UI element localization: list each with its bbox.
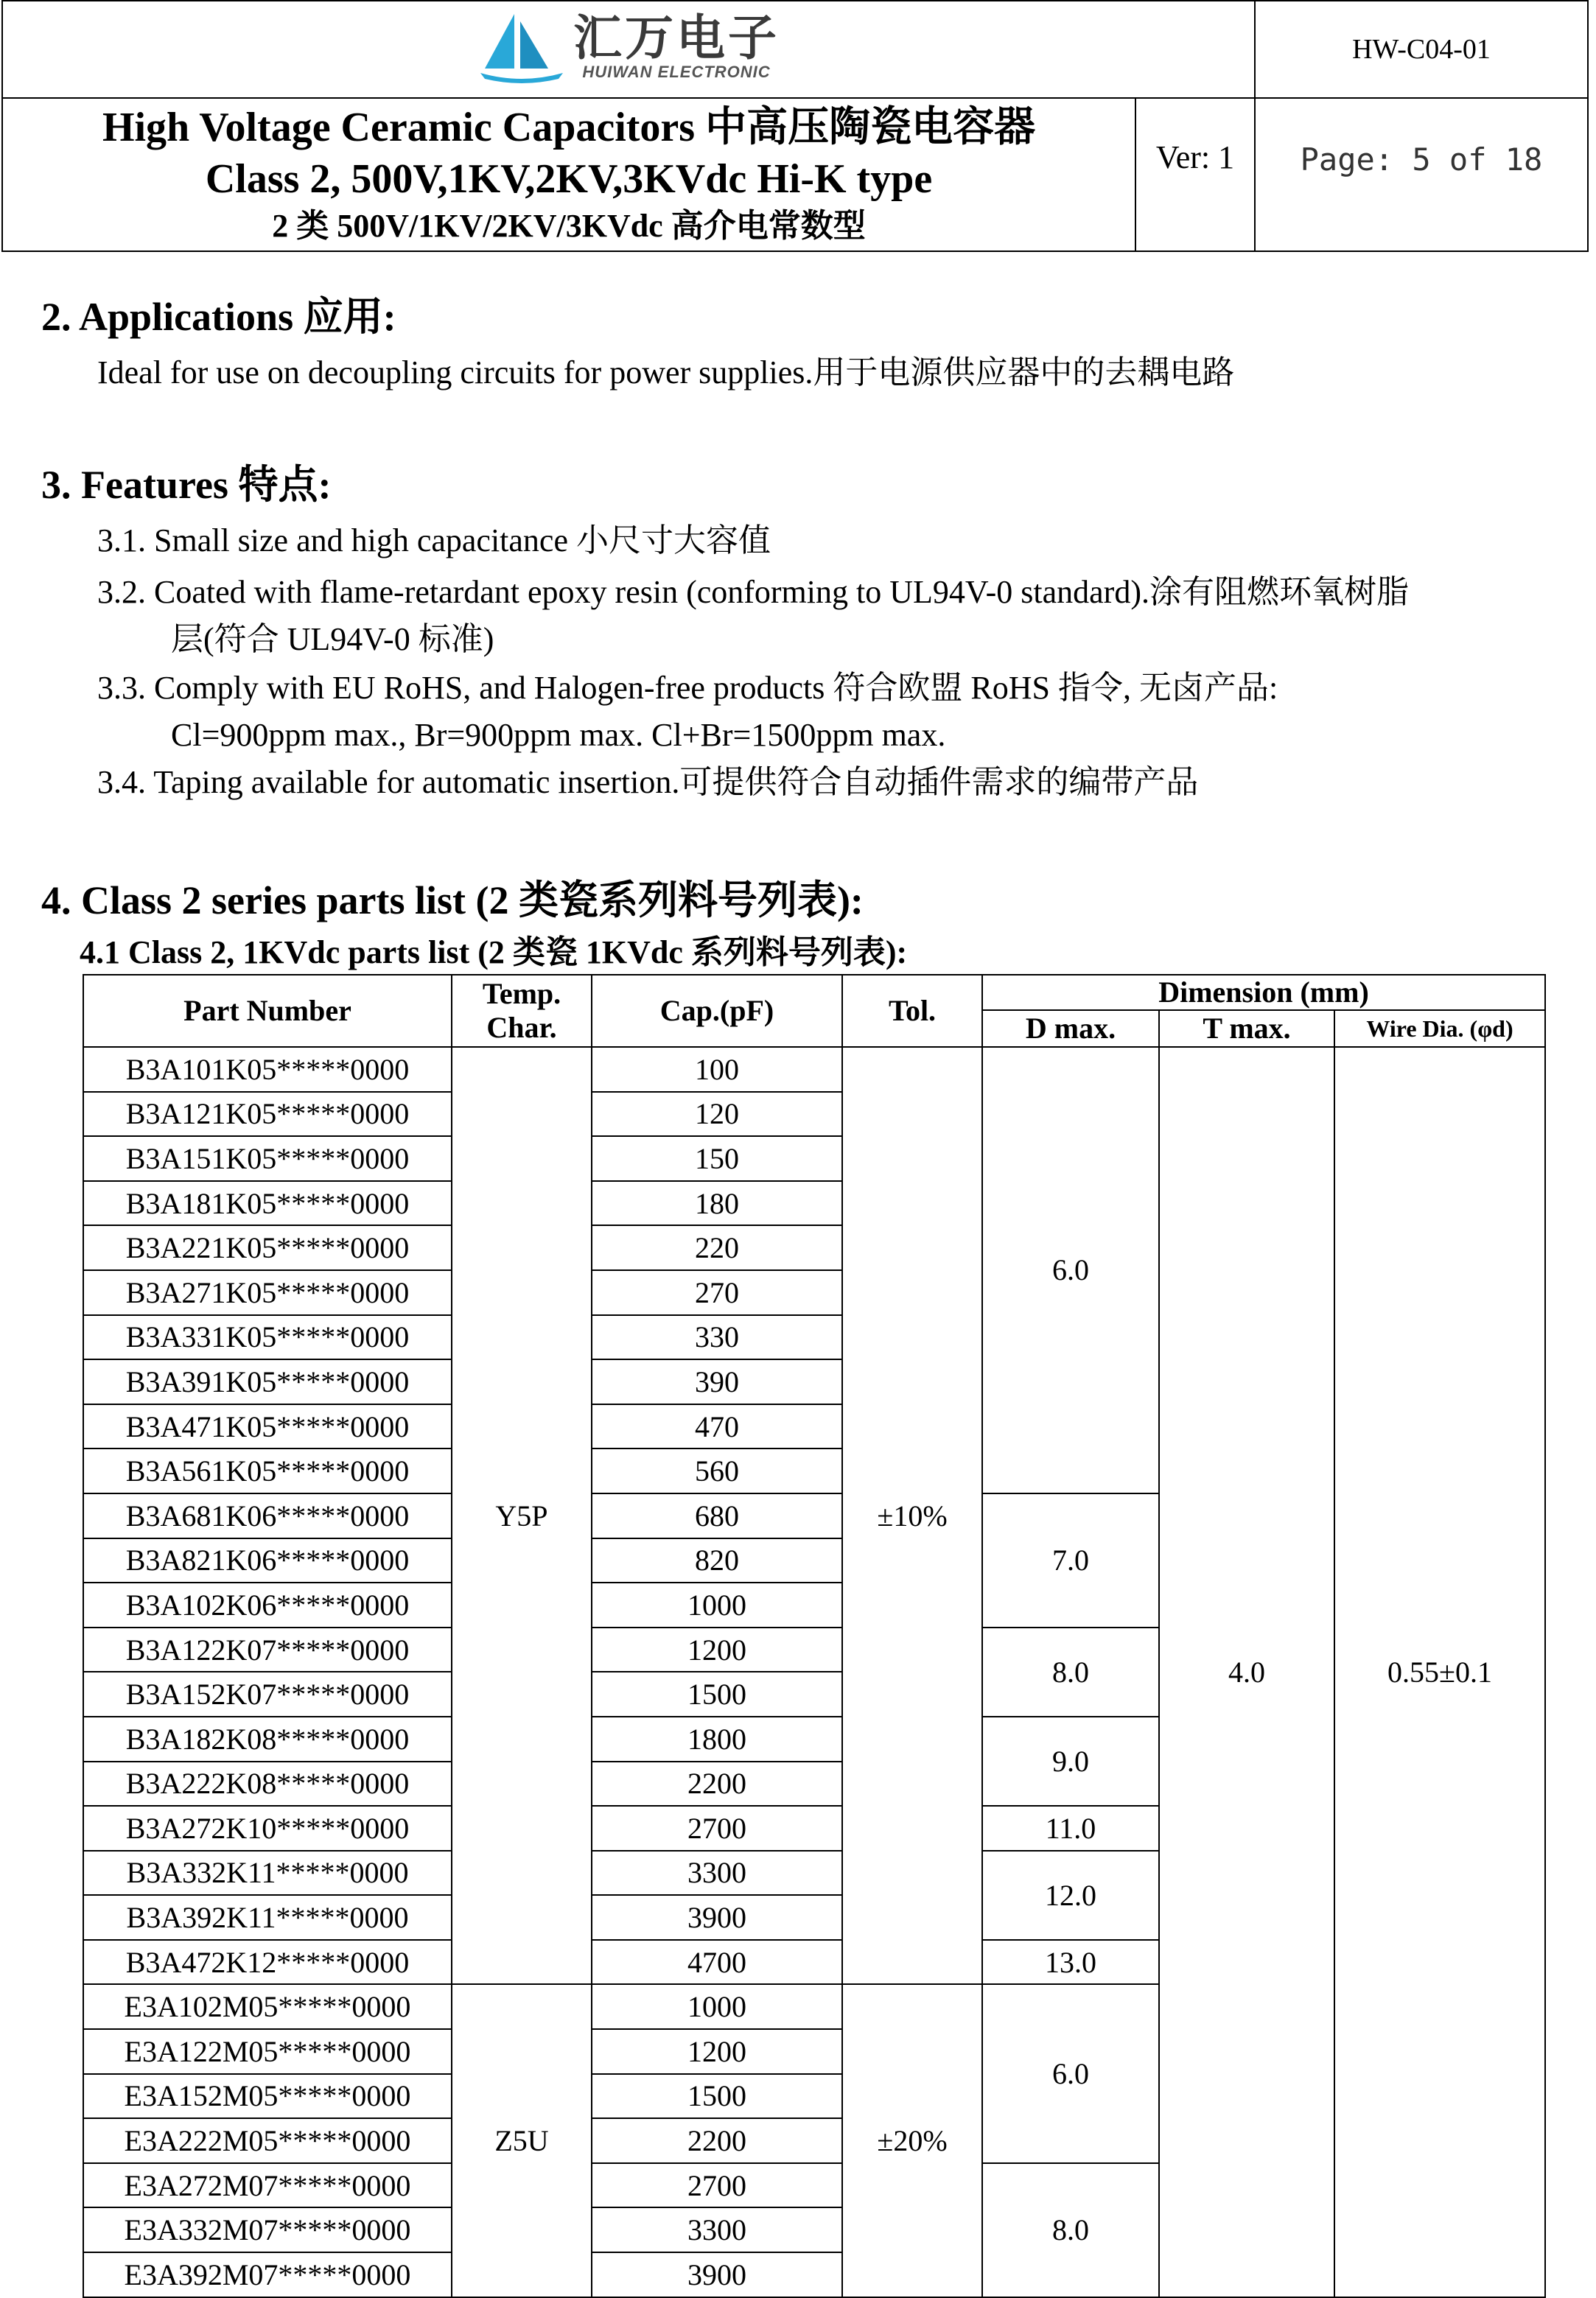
capacitance-cell: 1200 — [592, 2029, 842, 2074]
d-max-cell: 7.0 — [982, 1493, 1159, 1628]
col-header-temp-char — [452, 975, 592, 1047]
part-number-cell: B3A681K06*****0000 — [83, 1493, 452, 1538]
capacitance-cell: 3300 — [592, 2207, 842, 2252]
capacitance-cell: 1500 — [592, 2074, 842, 2119]
part-number-cell: B3A122K07*****0000 — [83, 1628, 452, 1672]
capacitance-cell: 1500 — [592, 1672, 842, 1717]
capacitance-cell: 1000 — [592, 1583, 842, 1628]
capacitance-cell: 560 — [592, 1448, 842, 1493]
version-label: Ver: 1 — [1135, 98, 1255, 251]
d-max-cell: 8.0 — [982, 1628, 1159, 1717]
part-number-cell: B3A181K05*****0000 — [83, 1181, 452, 1226]
features-heading: 3. Features 特点: — [41, 463, 332, 507]
d-max-cell: 6.0 — [982, 1984, 1159, 2162]
capacitance-cell: 330 — [592, 1315, 842, 1360]
logo-text-chinese: 汇万电子 — [573, 9, 780, 66]
document-number: HW-C04-01 — [1255, 1, 1588, 98]
capacitance-cell: 150 — [592, 1136, 842, 1181]
d-max-cell: 11.0 — [982, 1806, 1159, 1851]
col-header-dimension: Dimension (mm) — [982, 975, 1545, 1010]
document-header — [1, 0, 1587, 252]
title-cell — [2, 98, 1135, 251]
part-number-cell: E3A152M05*****0000 — [83, 2074, 452, 2119]
feature-item-2: 3.2. Coated with flame-retardant epoxy resin (conforming to UL94V-0 standard).涂有阻燃环氧树脂 — [97, 574, 1409, 610]
parts-table — [83, 974, 1546, 2298]
capacitance-cell: 2700 — [592, 2163, 842, 2208]
part-number-cell: B3A101K05*****0000 — [83, 1047, 452, 1092]
capacitance-cell: 4700 — [592, 1940, 842, 1985]
title-line-2: Class 2, 500V,1KV,2KV,3KVdc Hi-K type — [205, 156, 933, 202]
table-row — [83, 1047, 1545, 1092]
feature-item-3: 3.3. Comply with EU RoHS, and Halogen-free products 符合欧盟 RoHS 指令, 无卤产品: — [97, 670, 1278, 706]
part-number-cell: E3A272M07*****0000 — [83, 2163, 452, 2208]
capacitance-cell: 1800 — [592, 1717, 842, 1762]
logo-cell — [2, 1, 1255, 98]
parts-table-body — [83, 1047, 1545, 2297]
temp-char-line-1: Temp. — [482, 977, 561, 1010]
col-header-part-number: Part Number — [83, 975, 452, 1047]
tolerance-cell: ±20% — [842, 1984, 982, 2297]
capacitance-cell: 1000 — [592, 1984, 842, 2029]
part-number-cell: B3A152K07*****0000 — [83, 1672, 452, 1717]
part-number-cell: B3A332K11*****0000 — [83, 1851, 452, 1896]
logo-text-english: HUIWAN ELECTRONIC — [582, 62, 771, 81]
feature-item-3-cont: Cl=900ppm max., Br=900ppm max. Cl+Br=1500ppm max. — [171, 717, 946, 753]
feature-item-4: 3.4. Taping available for automatic insertion.可提供符合自动插件需求的编带产品 — [97, 764, 1199, 800]
applications-text: Ideal for use on decoupling circuits for power supplies.用于电源供应器中的去耦电路 — [97, 354, 1235, 390]
d-max-cell: 8.0 — [982, 2163, 1159, 2297]
capacitance-cell: 390 — [592, 1359, 842, 1404]
capacitance-cell: 470 — [592, 1404, 842, 1449]
d-max-cell: 6.0 — [982, 1047, 1159, 1493]
part-number-cell: B3A222K08*****0000 — [83, 1762, 452, 1807]
col-header-tolerance: Tol. — [842, 975, 982, 1047]
temp-char-cell: Z5U — [452, 1984, 592, 2297]
temp-char-cell: Y5P — [452, 1047, 592, 1984]
d-max-cell: 13.0 — [982, 1940, 1159, 1985]
capacitance-cell: 180 — [592, 1181, 842, 1226]
part-number-cell: E3A222M05*****0000 — [83, 2118, 452, 2163]
part-number-cell: B3A271K05*****0000 — [83, 1270, 452, 1315]
d-max-cell: 9.0 — [982, 1717, 1159, 1806]
capacitance-cell: 2700 — [592, 1806, 842, 1851]
part-number-cell: B3A272K10*****0000 — [83, 1806, 452, 1851]
feature-item-2-cont: 层(符合 UL94V-0 标准) — [171, 621, 494, 657]
capacitance-cell: 3900 — [592, 1895, 842, 1940]
capacitance-cell: 120 — [592, 1092, 842, 1137]
part-number-cell: B3A221K05*****0000 — [83, 1225, 452, 1270]
part-number-cell: E3A332M07*****0000 — [83, 2207, 452, 2252]
sailboat-logo-icon — [477, 11, 566, 85]
feature-item-1: 3.1. Small size and high capacitance 小尺寸大容值 — [97, 522, 771, 558]
capacitance-cell: 220 — [592, 1225, 842, 1270]
part-number-cell: B3A561K05*****0000 — [83, 1448, 452, 1493]
part-number-cell: E3A102M05*****0000 — [83, 1984, 452, 2029]
col-header-t-max: T max. — [1159, 1010, 1334, 1047]
capacitance-cell: 3300 — [592, 1851, 842, 1896]
wire-dia-cell: 0.55±0.1 — [1334, 1047, 1545, 2297]
t-max-cell: 4.0 — [1159, 1047, 1334, 2297]
parts-list-subheading: 4.1 Class 2, 1KVdc parts list (2 类瓷 1KVdc 系列料号列表): — [80, 934, 908, 970]
capacitance-cell: 1200 — [592, 1628, 842, 1672]
title-line-3: 2 类 500V/1KV/2KV/3KVdc 高介电常数型 — [272, 208, 866, 244]
part-number-cell: B3A102K06*****0000 — [83, 1583, 452, 1628]
header-table — [1, 0, 1589, 252]
col-header-wire-dia: Wire Dia. (φd) — [1334, 1010, 1545, 1047]
part-number-cell: B3A121K05*****0000 — [83, 1092, 452, 1137]
part-number-cell: B3A471K05*****0000 — [83, 1404, 452, 1449]
capacitance-cell: 2200 — [592, 1762, 842, 1807]
capacitance-cell: 3900 — [592, 2252, 842, 2297]
col-header-capacitance: Cap.(pF) — [592, 975, 842, 1047]
capacitance-cell: 820 — [592, 1538, 842, 1583]
tolerance-cell: ±10% — [842, 1047, 982, 1984]
part-number-cell: B3A151K05*****0000 — [83, 1136, 452, 1181]
col-header-d-max: D max. — [982, 1010, 1159, 1047]
title-line-1: High Voltage Ceramic Capacitors 中高压陶瓷电容器 — [102, 105, 1036, 150]
parts-list-heading: 4. Class 2 series parts list (2 类瓷系列料号列表): — [41, 878, 864, 922]
part-number-cell: B3A392K11*****0000 — [83, 1895, 452, 1940]
company-logo — [477, 11, 780, 85]
capacitance-cell: 100 — [592, 1047, 842, 1092]
capacitance-cell: 680 — [592, 1493, 842, 1538]
part-number-cell: B3A331K05*****0000 — [83, 1315, 452, 1360]
part-number-cell: B3A472K12*****0000 — [83, 1940, 452, 1985]
d-max-cell: 12.0 — [982, 1851, 1159, 1940]
capacitance-cell: 2200 — [592, 2118, 842, 2163]
temp-char-line-2: Char. — [486, 1011, 557, 1044]
part-number-cell: B3A391K05*****0000 — [83, 1359, 452, 1404]
applications-heading: 2. Applications 应用: — [41, 295, 396, 339]
capacitance-cell: 270 — [592, 1270, 842, 1315]
part-number-cell: B3A821K06*****0000 — [83, 1538, 452, 1583]
part-number-cell: B3A182K08*****0000 — [83, 1717, 452, 1762]
page-number: Page: 5 of 18 — [1255, 98, 1588, 251]
part-number-cell: E3A392M07*****0000 — [83, 2252, 452, 2297]
part-number-cell: E3A122M05*****0000 — [83, 2029, 452, 2074]
